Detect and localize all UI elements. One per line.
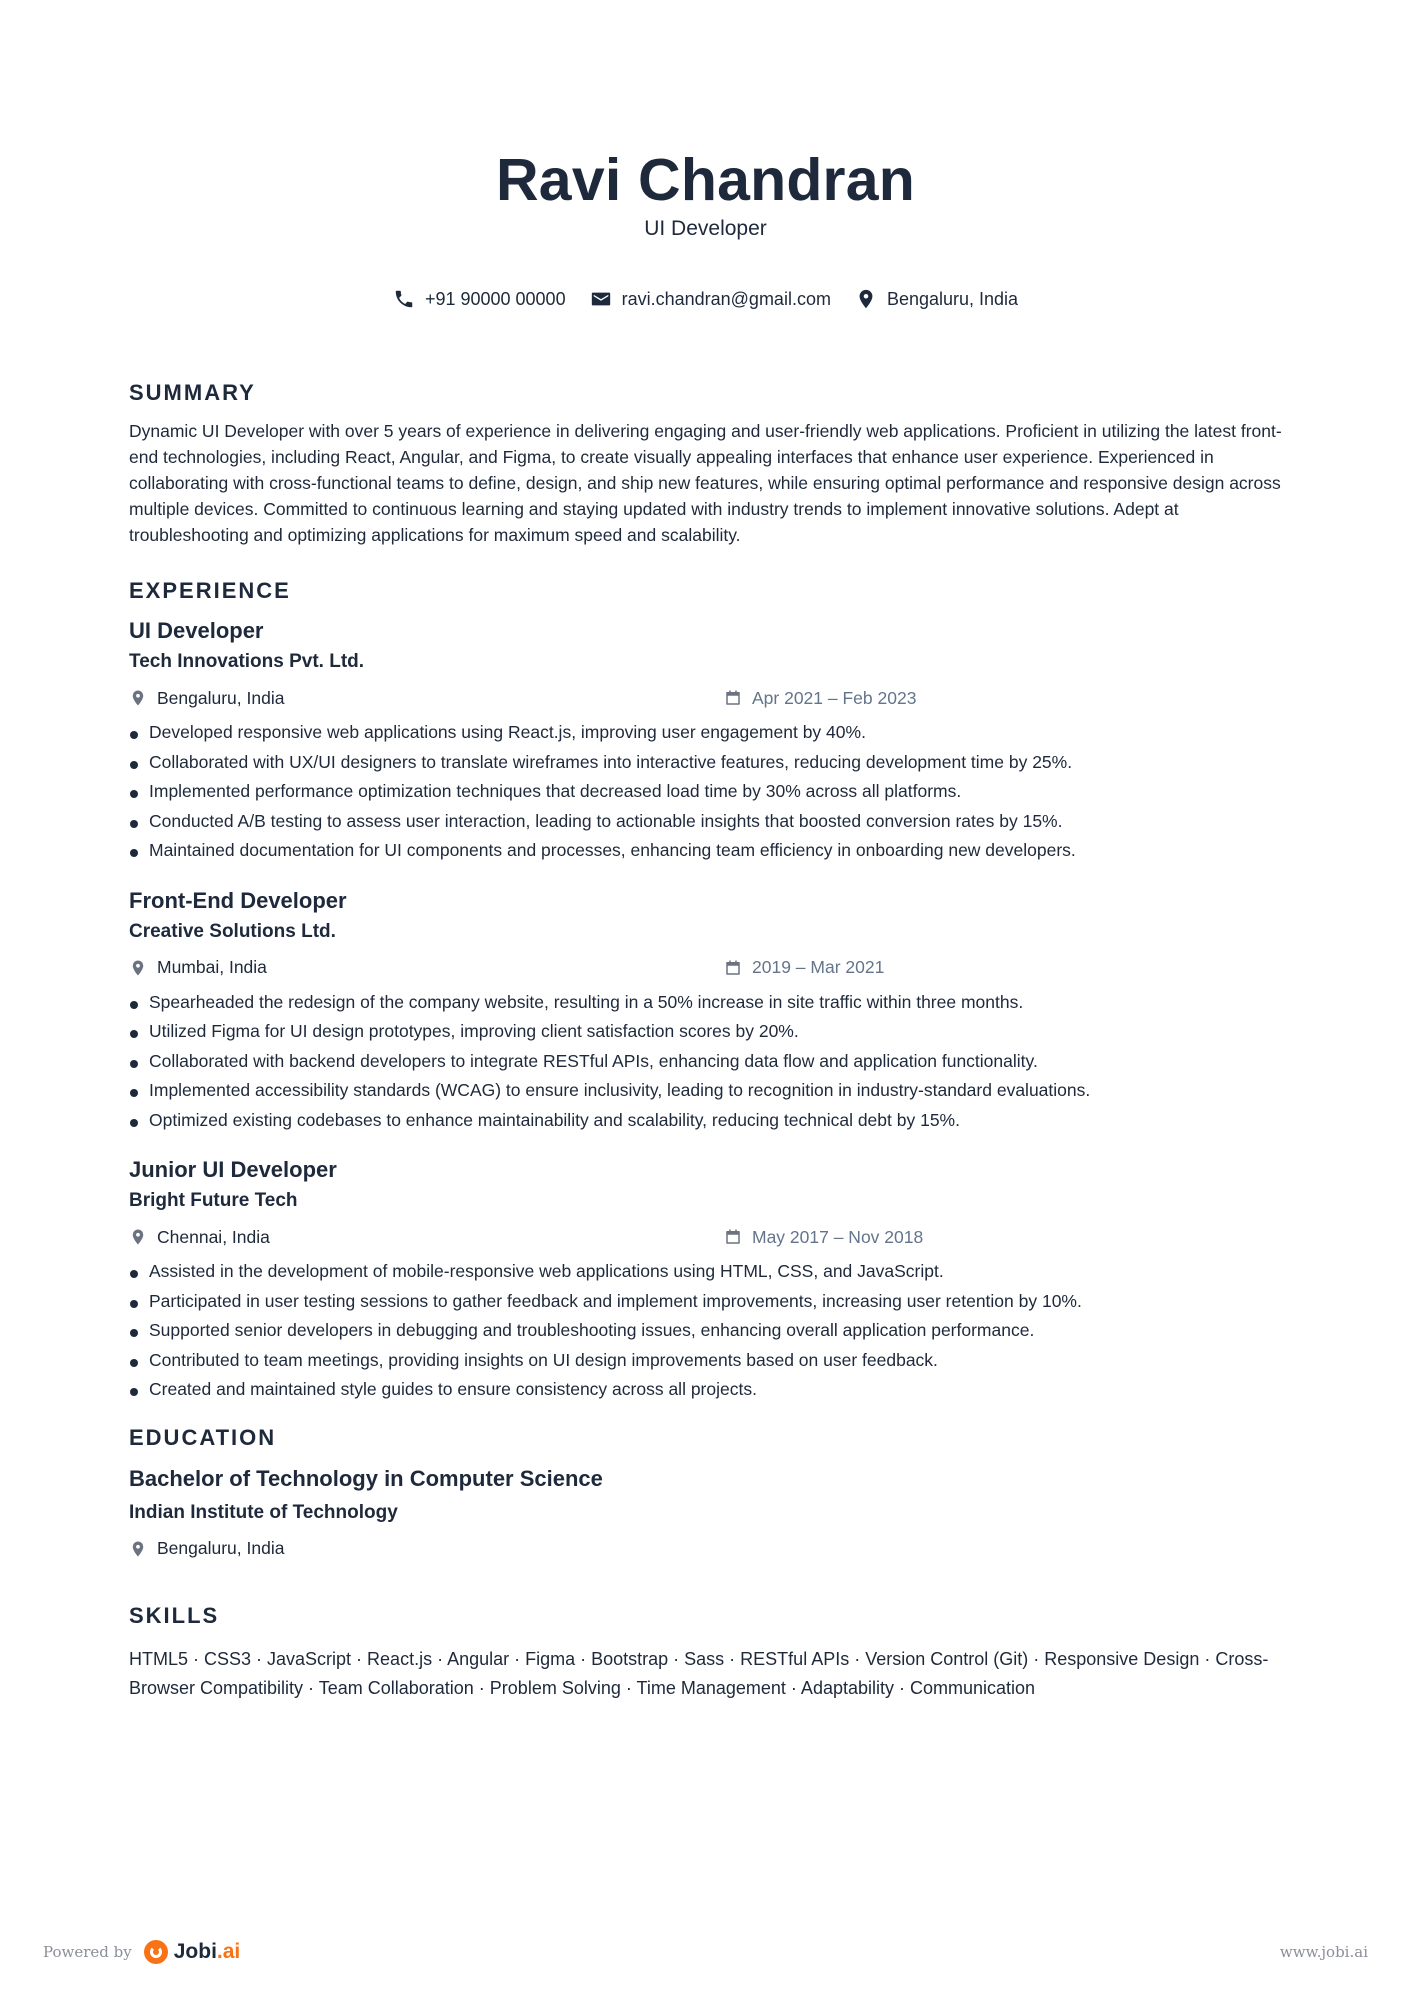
- job-dates: May 2017 – Nov 2018: [752, 1226, 924, 1247]
- website-link[interactable]: www.jobi.ai: [1279, 1943, 1368, 1961]
- jobi-logo-icon: [144, 1940, 168, 1964]
- job-dates: Apr 2021 – Feb 2023: [752, 687, 917, 708]
- email-icon: [590, 288, 612, 310]
- list-item: Created and maintained style guides to ensure consistency across all projects.: [129, 1375, 1289, 1405]
- phone-icon: [393, 288, 415, 310]
- list-item: Utilized Figma for UI design prototypes, improving client satisfaction scores by 20%.: [129, 1017, 1289, 1047]
- summary-heading: SUMMARY: [129, 380, 256, 405]
- list-item: Maintained documentation for UI components and processes, enhancing team efficiency in onboarding new developers.: [129, 836, 1289, 866]
- calendar-icon: [724, 959, 742, 977]
- contact-bar: [0, 288, 1411, 310]
- job-bullets: [129, 988, 1289, 1136]
- powered-by-label: Powered by: [43, 1943, 132, 1961]
- location-pin-icon: [129, 1540, 147, 1558]
- job-location: Mumbai, India: [157, 957, 267, 977]
- list-item: Collaborated with backend developers to integrate RESTful APIs, enhancing data flow and application functionality.: [129, 1047, 1289, 1077]
- jobi-brand-link[interactable]: [144, 1940, 241, 1964]
- list-item: Implemented accessibility standards (WCAG) to ensure inclusivity, leading to recognition in industry-standard evaluations.: [129, 1076, 1289, 1106]
- education-school: Indian Institute of Technology: [129, 1501, 398, 1523]
- job-dates: 2019 – Mar 2021: [752, 957, 885, 977]
- contact-location-text: Bengaluru, India: [886, 288, 1019, 309]
- skills-section: [129, 1603, 1289, 1703]
- powered-by: [43, 1940, 240, 1964]
- list-item: Conducted A/B testing to assess user interaction, leading to actionable insights that boosted conversion rates by 15%.: [129, 807, 1289, 837]
- job-title: Front-End Developer: [129, 887, 347, 913]
- job-location: Chennai, India: [157, 1226, 270, 1247]
- calendar-icon: [724, 689, 742, 707]
- education-degree: Bachelor of Technology in Computer Science: [129, 1465, 603, 1491]
- list-item: Supported senior developers in debugging and troubleshooting issues, enhancing overall application performance.: [129, 1316, 1289, 1346]
- list-item: Participated in user testing sessions to gather feedback and implement improvements, increasing user retention by 10%.: [129, 1287, 1289, 1317]
- education-section: [129, 1425, 1289, 1563]
- job-bullets: [129, 718, 1289, 866]
- job-meta: [129, 954, 1289, 982]
- candidate-name: Ravi Chandran: [496, 147, 915, 213]
- job-title: UI Developer: [129, 618, 264, 643]
- contact-phone-text: +91 90000 00000: [424, 288, 566, 309]
- experience-heading: EXPERIENCE: [129, 578, 291, 603]
- contact-email-text: ravi.chandran@gmail.com: [621, 288, 831, 309]
- list-item: Developed responsive web applications using React.js, improving user engagement by 40%.: [129, 718, 1289, 748]
- education-heading: EDUCATION: [129, 1424, 277, 1450]
- contact-phone[interactable]: [393, 288, 566, 310]
- list-item: Contributed to team meetings, providing insights on UI design improvements based on user feedback.: [129, 1346, 1289, 1376]
- resume-content: [129, 380, 1289, 1733]
- job-company: Bright Future Tech: [129, 1190, 298, 1211]
- calendar-icon: [724, 1228, 742, 1246]
- skills-heading: SKILLS: [129, 1602, 220, 1628]
- job-entry: [129, 1155, 1289, 1405]
- candidate-role: UI Developer: [644, 216, 767, 240]
- list-item: Implemented performance optimization techniques that decreased load time by 30% across all platforms.: [129, 777, 1289, 807]
- job-entry: [129, 886, 1289, 1136]
- job-company: Creative Solutions Ltd.: [129, 920, 336, 942]
- skills-list: HTML5 · CSS3 · JavaScript · React.js · Angular · Figma · Bootstrap · Sass · RESTful APIs · Version Control (Git) · Responsive Design · Cross-Browser Compatibility · Team Collaboration · Problem Solving · Time Management · Adaptability · Communication: [129, 1648, 1269, 1698]
- job-location: Bengaluru, India: [157, 687, 285, 708]
- brand-name-main: Jobi: [173, 1940, 217, 1963]
- location-pin-icon: [855, 288, 877, 310]
- job-entry: [129, 616, 1289, 866]
- brand-name: [174, 1940, 241, 1964]
- experience-section: [129, 578, 1289, 1405]
- resume-header: [0, 148, 1411, 241]
- job-bullets: [129, 1257, 1289, 1405]
- list-item: Optimized existing codebases to enhance maintainability and scalability, reducing technical debt by 15%.: [129, 1106, 1289, 1136]
- brand-name-tld: .ai: [216, 1940, 241, 1963]
- education-location: Bengaluru, India: [157, 1538, 285, 1558]
- summary-section: [129, 380, 1289, 548]
- education-meta: [129, 1535, 1289, 1563]
- list-item: Spearheaded the redesign of the company website, resulting in a 50% increase in site traffic within three months.: [129, 988, 1289, 1018]
- location-pin-icon: [129, 1228, 147, 1246]
- summary-text: Dynamic UI Developer with over 5 years of experience in delivering engaging and user-friendly web applications. Proficient in utilizing the latest front-end technologies, including React, Angular, and Figma, to create visually appealing interfaces that enhance user experience. Experienced in collaborating with cross-functional teams to define, design, and ship new features, while ensuring optimal performance and responsive design across multiple devices. Committed to continuous learning and staying updated with industry trends to implement innovative solutions. Adept at troubleshooting and optimizing applications for maximum speed and scalability.: [129, 421, 1282, 545]
- job-meta: [129, 1223, 1289, 1251]
- contact-email[interactable]: [590, 288, 831, 310]
- location-pin-icon: [129, 959, 147, 977]
- list-item: Collaborated with UX/UI designers to translate wireframes into interactive features, reducing development time by 25%.: [129, 748, 1289, 778]
- job-title: Junior UI Developer: [129, 1157, 337, 1182]
- job-meta: [129, 684, 1289, 712]
- list-item: Assisted in the development of mobile-responsive web applications using HTML, CSS, and JavaScript.: [129, 1257, 1289, 1287]
- job-company: Tech Innovations Pvt. Ltd.: [129, 651, 365, 672]
- contact-location: [855, 288, 1018, 310]
- location-pin-icon: [129, 689, 147, 707]
